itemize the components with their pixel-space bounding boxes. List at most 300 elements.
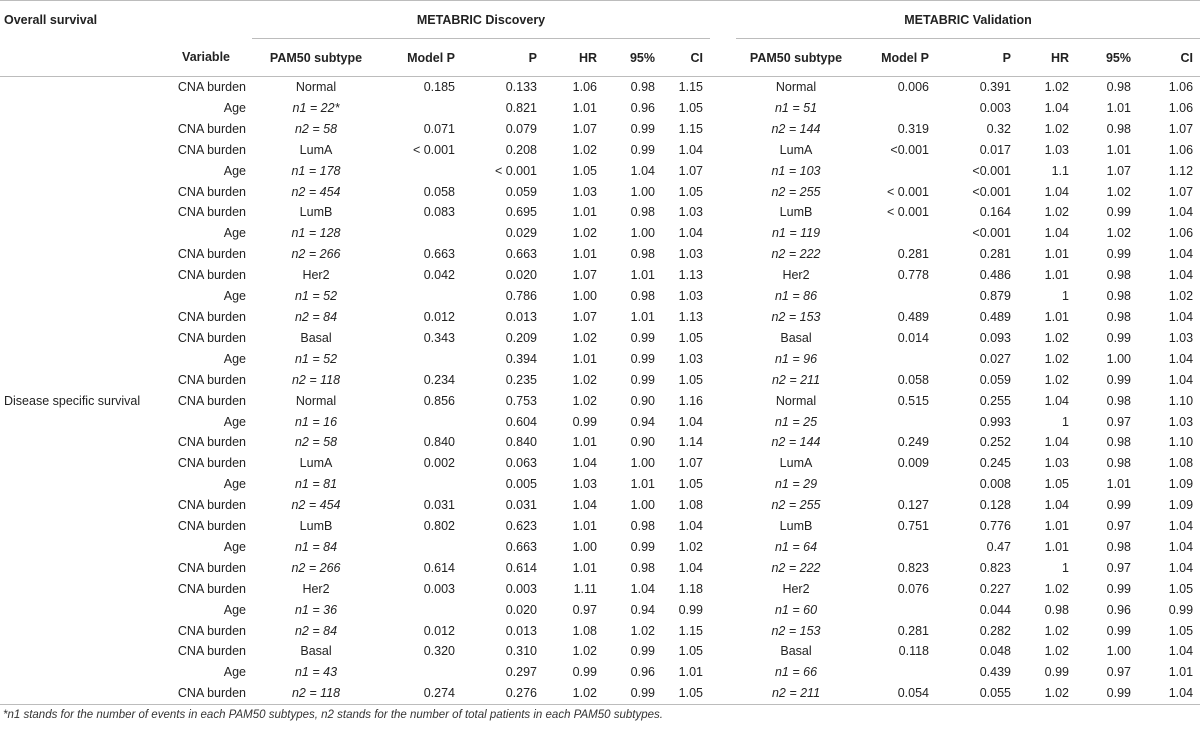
cell-p-discovery: 0.005: [505, 477, 537, 492]
cell-p-validation: <0.001: [972, 184, 1011, 199]
cell-ci-low-discovery: 0.99: [604, 683, 662, 704]
cell-variable: CNA burden: [177, 644, 246, 659]
cell-hr-validation: 1.04: [1044, 498, 1069, 513]
col-header-95-validation: 95%: [1076, 39, 1138, 77]
cell-subtype-discovery: n1 = 22*: [292, 100, 340, 115]
cell-p-validation: 0.044: [979, 602, 1011, 617]
cell-p-discovery: 0.614: [505, 560, 537, 575]
cell-ci-low-discovery: 0.99: [630, 121, 655, 136]
cell-p-discovery: 0.786: [505, 289, 537, 304]
cell-ci-high-validation: 1.04: [1168, 372, 1194, 387]
table-row: [0, 495, 1200, 516]
cell-hr-validation: 1.02: [1044, 351, 1069, 366]
cell-subtype-validation: n1 = 64: [774, 539, 818, 554]
cell-ci-high-discovery: 1.15: [678, 623, 703, 638]
cell-subtype-validation: LumB: [779, 519, 813, 534]
cell-p-discovery: 0.208: [505, 142, 537, 157]
cell-p-validation: <0.001: [972, 163, 1011, 178]
cell-model-p-discovery: [380, 98, 462, 119]
cell-hr-discovery: 0.99: [572, 414, 597, 429]
row-section-label: [0, 558, 160, 579]
cell-model-p-discovery: < 0.001: [412, 142, 455, 157]
cell-ci-high-discovery: 1.05: [678, 372, 703, 387]
cell-subtype-discovery: LumA: [299, 142, 333, 157]
cell-variable: Age: [223, 163, 246, 178]
cell-p-discovery: 0.276: [462, 683, 544, 704]
row-section-label: [0, 600, 160, 621]
cell-ci-low-validation: 0.99: [1106, 623, 1131, 638]
col-header-subtype-discovery: PAM50 subtype: [252, 39, 380, 77]
cell-ci-low-validation: 1.00: [1106, 644, 1131, 659]
cell-model-p-discovery: [380, 600, 462, 621]
cell-ci-low-discovery: 1.01: [630, 477, 655, 492]
cell-ci-low-validation: 0.98: [1106, 393, 1131, 408]
cell-subtype-validation: LumB: [779, 205, 813, 220]
cell-p-discovery: 0.031: [505, 498, 537, 513]
table-row: [0, 432, 1200, 453]
cell-subtype-validation: n1 = 51: [774, 100, 818, 115]
cell-ci-high-validation: 1.09: [1168, 498, 1194, 513]
cell-ci-low-discovery: 0.90: [630, 435, 655, 450]
cell-ci-high-discovery: 1.05: [678, 100, 703, 115]
cell-ci-high-discovery: 1.04: [678, 142, 703, 157]
cell-ci-high-discovery: 1.16: [678, 393, 703, 408]
cell-subtype-discovery: n2 = 118: [252, 683, 380, 704]
cell-ci-high-validation: 1.10: [1168, 435, 1194, 450]
cell-hr-validation: 1.02: [1044, 644, 1069, 659]
cell-model-p-validation: [856, 349, 936, 370]
cell-subtype-validation: Normal: [775, 393, 817, 408]
cell-hr-discovery: 1.11: [573, 581, 597, 596]
cell-ci-low-validation: 1.02: [1106, 184, 1131, 199]
cell-ci-high-validation: 1.07: [1168, 121, 1194, 136]
group-header-discovery: METABRIC Discovery: [252, 1, 710, 39]
cell-subtype-discovery: LumB: [299, 205, 333, 220]
table-row: [0, 328, 1200, 349]
cell-hr-validation: 1.04: [1044, 226, 1069, 241]
cell-ci-low-discovery: 1.00: [630, 498, 655, 513]
cell-subtype-validation: n2 = 144: [771, 121, 821, 136]
cell-subtype-discovery: n2 = 266: [291, 247, 341, 262]
cell-model-p-validation: [856, 161, 936, 182]
cell-p-validation: 0.227: [979, 581, 1011, 596]
cell-model-p-validation: <0.001: [890, 142, 929, 157]
row-section-label: [0, 495, 160, 516]
cell-ci-high-validation: 1.04: [1168, 539, 1194, 554]
cell-variable: CNA burden: [177, 435, 246, 450]
cell-ci-low-discovery: 0.98: [630, 80, 655, 94]
cell-hr-discovery: 1.01: [572, 205, 597, 220]
cell-ci-low-discovery: 0.99: [630, 330, 655, 345]
row-section-label: Disease specific survival: [4, 393, 141, 408]
cell-p-discovery: 0.013: [505, 623, 537, 638]
group-header-validation: METABRIC Validation: [736, 1, 1200, 39]
cell-subtype-validation: n1 = 25: [774, 414, 818, 429]
cell-ci-high-discovery: 1.08: [678, 498, 703, 513]
row-section-label: [0, 119, 160, 140]
cell-p-validation: 0.391: [979, 80, 1011, 94]
cell-ci-low-discovery: 1.00: [630, 456, 655, 471]
cell-subtype-discovery: n1 = 52: [294, 351, 338, 366]
cell-ci-high-validation: 1.08: [1168, 456, 1194, 471]
cell-hr-discovery: 1.03: [572, 184, 597, 199]
cell-hr-validation: 1.03: [1044, 456, 1069, 471]
cell-ci-low-discovery: 0.98: [630, 289, 655, 304]
cell-variable: CNA burden: [177, 372, 246, 387]
cell-hr-validation: 1.01: [1044, 247, 1069, 262]
cell-subtype-validation: n2 = 211: [771, 372, 821, 387]
cell-ci-low-validation: 0.98: [1106, 435, 1131, 450]
cell-model-p-discovery: 0.320: [423, 644, 455, 659]
cell-hr-validation: 1.02: [1044, 80, 1069, 94]
cell-ci-low-discovery: 0.99: [630, 142, 655, 157]
cell-p-discovery: 0.394: [505, 351, 537, 366]
row-section-label: [0, 537, 160, 558]
cell-ci-high-validation: 1.03: [1168, 330, 1194, 345]
cell-variable: CNA burden: [177, 247, 246, 262]
table-row: [0, 370, 1200, 391]
cell-ci-low-validation: 0.99: [1106, 498, 1131, 513]
cell-subtype-discovery: Normal: [295, 80, 337, 94]
table-row: [0, 119, 1200, 140]
cell-ci-high-validation: 1.06: [1168, 80, 1194, 94]
cell-subtype-discovery: n2 = 58: [294, 121, 338, 136]
cell-ci-low-validation: 0.97: [1106, 519, 1131, 534]
cell-ci-low-validation: 0.98: [1106, 539, 1131, 554]
cell-p-discovery: 0.079: [505, 121, 537, 136]
cell-ci-high-discovery: 1.13: [678, 268, 703, 283]
cell-ci-low-discovery: 0.94: [630, 602, 655, 617]
cell-ci-low-validation: 1.01: [1106, 477, 1131, 492]
cell-p-validation: 0.281: [979, 247, 1011, 262]
cell-p-validation: 0.048: [979, 644, 1011, 659]
cell-ci-high-discovery: 1.03: [678, 205, 703, 220]
cell-model-p-discovery: [380, 223, 462, 244]
header-row-columns: [0, 39, 1200, 77]
cell-subtype-validation: LumA: [779, 142, 813, 157]
cell-hr-discovery: 1.04: [572, 456, 597, 471]
cell-hr-validation: 1.04: [1044, 184, 1069, 199]
cell-variable: Age: [223, 602, 246, 617]
cell-hr-validation: 1.01: [1044, 519, 1069, 534]
row-section-label: [0, 474, 160, 495]
cell-ci-low-discovery: 1.00: [630, 184, 655, 199]
table-row: [0, 558, 1200, 579]
cell-p-validation: 0.017: [979, 142, 1011, 157]
row-section-label: [0, 182, 160, 203]
cell-hr-discovery: 1.01: [572, 100, 597, 115]
cell-subtype-discovery: Her2: [302, 581, 330, 596]
cell-ci-high-discovery: 1.14: [678, 435, 703, 450]
cell-variable: Age: [223, 539, 246, 554]
row-section-label: [0, 516, 160, 537]
cell-model-p-discovery: 0.012: [423, 309, 455, 324]
cell-model-p-discovery: [380, 349, 462, 370]
cell-model-p-discovery: [380, 537, 462, 558]
cell-p-discovery: 0.297: [505, 665, 537, 680]
cell-variable: Age: [223, 477, 246, 492]
cell-ci-high-discovery: 1.04: [678, 414, 703, 429]
cell-model-p-validation: < 0.001: [886, 184, 929, 199]
row-section-label: [0, 349, 160, 370]
cell-hr-validation: 1.04: [1044, 435, 1069, 450]
table-row: [0, 77, 1200, 98]
cell-ci-high-discovery: 1.07: [678, 163, 703, 178]
cell-ci-low-validation: 0.98: [1106, 456, 1131, 471]
cell-ci-high-discovery: 1.07: [678, 456, 703, 471]
table-row: [0, 140, 1200, 161]
table-body: [0, 77, 1200, 705]
cell-model-p-discovery: [380, 662, 462, 683]
cell-p-validation: 0.47: [986, 539, 1011, 554]
cell-subtype-validation: LumA: [779, 456, 813, 471]
cell-model-p-validation: 0.319: [897, 121, 929, 136]
cell-model-p-discovery: 0.042: [423, 268, 455, 283]
cell-variable: Age: [223, 351, 246, 366]
cell-ci-low-discovery: 1.01: [630, 309, 655, 324]
col-header-95-discovery: 95%: [604, 39, 662, 77]
row-section-label: [0, 265, 160, 286]
cell-hr-discovery: 1.02: [572, 330, 597, 345]
cell-p-discovery: 0.235: [505, 372, 537, 387]
cell-subtype-validation: n2 = 144: [771, 435, 821, 450]
cell-model-p-validation: 0.778: [897, 268, 929, 283]
cell-model-p-discovery: 0.003: [423, 581, 455, 596]
cell-ci-low-validation: 1.00: [1106, 351, 1131, 366]
cell-p-discovery: 0.623: [505, 519, 537, 534]
cell-p-discovery: 0.063: [505, 456, 537, 471]
cell-subtype-discovery: Her2: [302, 268, 330, 283]
cell-subtype-validation: n2 = 222: [771, 247, 821, 262]
cell-p-discovery: 0.604: [505, 414, 537, 429]
cell-subtype-discovery: n2 = 58: [294, 435, 338, 450]
cell-ci-high-validation: 1.04: [1168, 268, 1194, 283]
table-row: [0, 391, 1200, 412]
cell-hr-discovery: 0.97: [572, 602, 597, 617]
cell-model-p-validation: [856, 600, 936, 621]
table-row: [0, 621, 1200, 642]
cell-ci-high-validation: 1.09: [1168, 477, 1194, 492]
cell-ci-high-discovery: 1.04: [678, 560, 703, 575]
cell-p-discovery: 0.840: [505, 435, 537, 450]
row-section-label: [0, 98, 160, 119]
cell-ci-low-discovery: 0.99: [630, 351, 655, 366]
cell-ci-high-validation: 1.10: [1168, 393, 1194, 408]
cell-ci-low-validation: 1.01: [1106, 100, 1131, 115]
cell-model-p-validation: 0.076: [897, 581, 929, 596]
cell-subtype-validation: Basal: [780, 330, 812, 345]
cell-p-validation: 0.128: [979, 498, 1011, 513]
cell-ci-low-validation: 0.97: [1106, 665, 1131, 680]
col-header-ci-validation: CI: [1138, 39, 1200, 77]
cell-model-p-discovery: 0.663: [423, 247, 455, 262]
cell-p-validation: 0.255: [979, 393, 1011, 408]
cell-hr-validation: 1.02: [1018, 683, 1076, 704]
cell-ci-low-validation: 0.98: [1106, 121, 1131, 136]
cell-ci-low-discovery: 1.04: [630, 163, 655, 178]
cell-ci-low-discovery: 1.02: [630, 623, 655, 638]
cell-ci-low-validation: 1.07: [1106, 163, 1131, 178]
cell-model-p-discovery: 0.840: [423, 435, 455, 450]
cell-model-p-validation: 0.281: [897, 247, 929, 262]
cell-model-p-validation: 0.118: [898, 644, 929, 659]
table-row: [0, 244, 1200, 265]
cell-subtype-discovery: n1 = 128: [291, 226, 341, 241]
cell-subtype-validation: n1 = 103: [771, 163, 821, 178]
cell-ci-high-validation: 1.07: [1168, 184, 1194, 199]
cell-ci-high-discovery: 1.05: [678, 477, 703, 492]
row-section-label: [0, 453, 160, 474]
cell-variable: CNA burden: [177, 142, 246, 157]
cell-ci-high-discovery: 1.01: [678, 665, 703, 680]
row-section-label: [0, 223, 160, 244]
cell-variable: CNA burden: [177, 309, 246, 324]
cell-ci-high-validation: 1.04: [1168, 519, 1194, 534]
cell-model-p-discovery: 0.012: [423, 623, 455, 638]
cell-hr-discovery: 1.01: [572, 247, 597, 262]
cell-hr-discovery: 1.07: [572, 121, 597, 136]
cell-p-validation: 0.32: [986, 121, 1011, 136]
cell-ci-low-validation: 1.01: [1106, 142, 1131, 157]
cell-model-p-validation: [856, 223, 936, 244]
cell-hr-discovery: 1.02: [572, 142, 597, 157]
table-row: [0, 516, 1200, 537]
row-section-label: [0, 412, 160, 433]
table-row: [0, 265, 1200, 286]
cell-ci-high-discovery: 1.15: [678, 80, 703, 94]
cell-p-discovery: 0.663: [505, 247, 537, 262]
cell-p-discovery: 0.209: [505, 330, 537, 345]
cell-hr-discovery: 1.05: [572, 163, 597, 178]
row-section-label: [0, 161, 160, 182]
cell-p-validation: 0.489: [979, 309, 1011, 324]
cell-p-discovery: 0.753: [505, 393, 537, 408]
row-section-label: [0, 140, 160, 161]
cell-ci-high-validation: 1.03: [1168, 414, 1194, 429]
cell-variable: CNA burden: [177, 519, 246, 534]
cell-hr-validation: 1.01: [1044, 309, 1069, 324]
cell-hr-validation: 0.98: [1044, 602, 1069, 617]
cell-model-p-validation: [856, 286, 936, 307]
table-row: [0, 600, 1200, 621]
row-section-label: [0, 244, 160, 265]
cell-ci-high-validation: 1.04: [1168, 560, 1194, 575]
cell-subtype-validation: n2 = 153: [771, 309, 821, 324]
cell-hr-discovery: 1.04: [572, 498, 597, 513]
cell-ci-low-discovery: 0.99: [630, 539, 655, 554]
cell-hr-discovery: 1.00: [572, 539, 597, 554]
cell-variable: CNA burden: [177, 393, 246, 408]
cell-subtype-discovery: n2 = 266: [291, 560, 341, 575]
cell-variable: CNA burden: [160, 683, 252, 704]
cell-variable: CNA burden: [177, 498, 246, 513]
table-row: [0, 579, 1200, 600]
cell-subtype-validation: Basal: [780, 644, 812, 659]
cell-subtype-discovery: LumB: [299, 519, 333, 534]
cell-subtype-discovery: n1 = 16: [294, 414, 338, 429]
cell-ci-high-validation: 0.99: [1168, 602, 1194, 617]
cell-hr-discovery: 1.02: [572, 226, 597, 241]
cell-variable: CNA burden: [177, 268, 246, 283]
cell-subtype-discovery: n2 = 84: [294, 309, 338, 324]
table-row: [0, 641, 1200, 662]
cell-hr-validation: 1.05: [1044, 477, 1069, 492]
cell-subtype-validation: n1 = 119: [771, 226, 821, 241]
cell-subtype-discovery: n1 = 52: [294, 289, 338, 304]
cell-ci-low-discovery: 0.99: [630, 372, 655, 387]
cell-p-discovery: 0.029: [505, 226, 537, 241]
cell-model-p-validation: [856, 662, 936, 683]
col-header-p-validation: P: [936, 39, 1018, 77]
cell-variable: CNA burden: [177, 205, 246, 220]
cell-ci-high-validation: 1.04: [1168, 247, 1194, 262]
cell-hr-discovery: 1.07: [572, 268, 597, 283]
row-section-label: [0, 286, 160, 307]
cell-hr-validation: 1: [1062, 414, 1069, 429]
cell-ci-high-validation: 1.06: [1168, 100, 1194, 115]
cell-model-p-discovery: 0.058: [423, 184, 455, 199]
cell-ci-high-validation: 1.01: [1168, 665, 1194, 680]
cell-p-discovery: 0.003: [505, 581, 537, 596]
cell-p-validation: 0.008: [979, 477, 1011, 492]
cell-ci-high-validation: 1.02: [1168, 289, 1194, 304]
cell-p-validation: 0.776: [979, 519, 1011, 534]
cell-hr-discovery: 1.02: [544, 683, 604, 704]
cell-hr-discovery: 1.01: [572, 351, 597, 366]
row-section-label: [0, 77, 160, 98]
cell-subtype-discovery: n1 = 178: [291, 163, 341, 178]
cell-model-p-validation: 0.127: [897, 498, 929, 513]
cell-ci-low-discovery: 0.96: [630, 665, 655, 680]
cell-hr-validation: 1.01: [1044, 539, 1069, 554]
cell-p-discovery: 0.013: [505, 309, 537, 324]
cell-ci-low-validation: 0.99: [1106, 247, 1131, 262]
cell-p-validation: <0.001: [972, 226, 1011, 241]
header-row-groups: [0, 1, 1200, 39]
cell-model-p-validation: [856, 474, 936, 495]
cell-subtype-discovery: Basal: [300, 644, 332, 659]
cell-model-p-validation: 0.054: [856, 683, 936, 704]
cell-variable: CNA burden: [177, 121, 246, 136]
cell-subtype-validation: n1 = 86: [774, 289, 818, 304]
cell-hr-validation: 1.01: [1044, 268, 1069, 283]
cell-p-discovery: 0.020: [505, 268, 537, 283]
cell-model-p-validation: 0.751: [897, 519, 929, 534]
cell-ci-low-validation: 0.98: [1106, 268, 1131, 283]
cell-hr-discovery: 1.02: [572, 644, 597, 659]
cell-hr-discovery: 1.01: [572, 560, 597, 575]
cell-subtype-discovery: LumA: [299, 456, 333, 471]
cell-model-p-discovery: [380, 412, 462, 433]
cell-hr-validation: 1.02: [1044, 205, 1069, 220]
cell-hr-discovery: 1.01: [572, 519, 597, 534]
table-row: [0, 307, 1200, 328]
cell-model-p-validation: 0.281: [897, 623, 929, 638]
cell-ci-high-discovery: 1.03: [678, 289, 703, 304]
cell-hr-discovery: 0.99: [572, 665, 597, 680]
cell-subtype-validation: Her2: [782, 268, 810, 283]
cell-p-validation: 0.245: [979, 456, 1011, 471]
cell-model-p-discovery: 0.002: [423, 456, 455, 471]
cell-subtype-validation: n2 = 255: [771, 184, 821, 199]
cell-ci-high-validation: 1.04: [1168, 309, 1194, 324]
cell-hr-discovery: 1.07: [572, 309, 597, 324]
cell-ci-low-discovery: 0.98: [630, 519, 655, 534]
cell-hr-validation: 1.02: [1044, 581, 1069, 596]
table-row: [0, 453, 1200, 474]
cell-subtype-validation: n1 = 96: [774, 351, 818, 366]
cell-ci-high-validation: 1.04: [1138, 683, 1200, 704]
